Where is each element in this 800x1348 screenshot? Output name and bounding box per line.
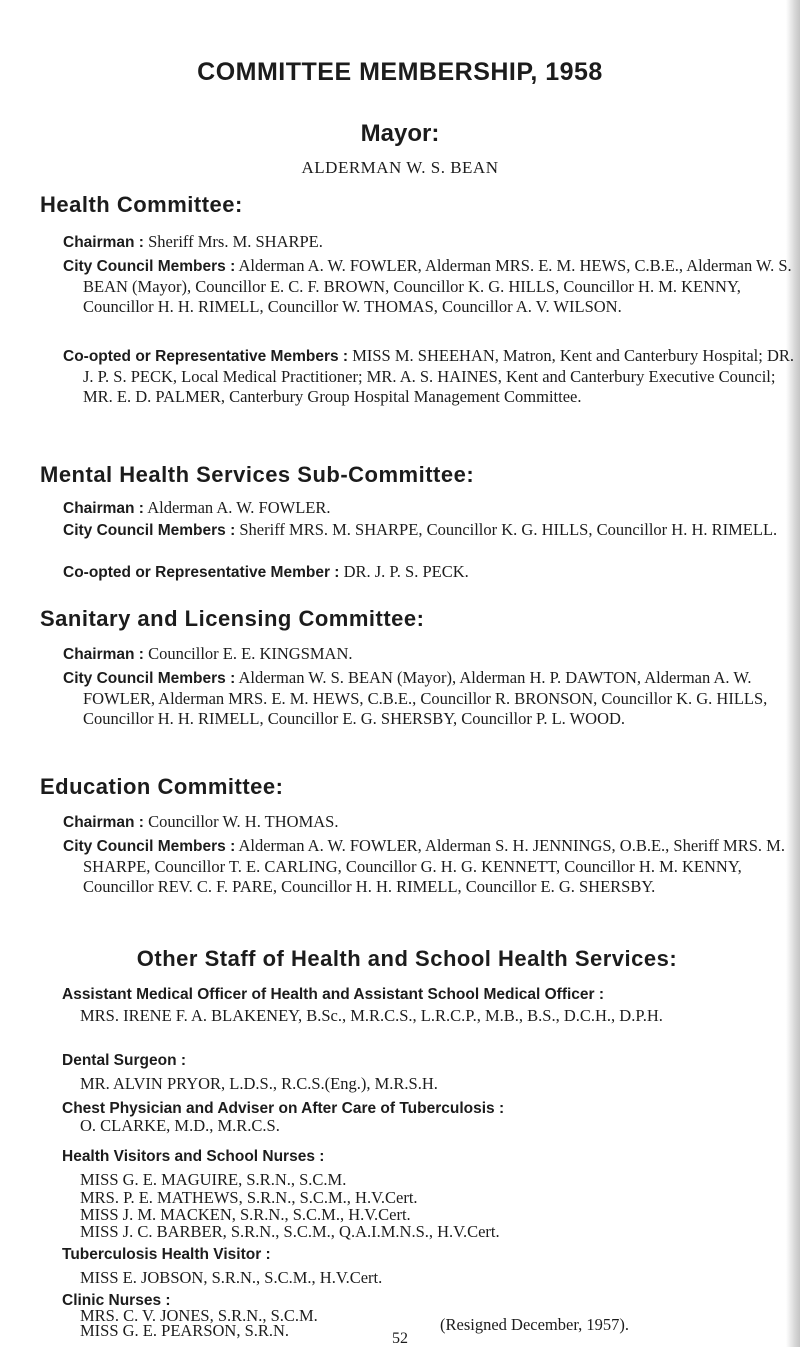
education-members-value: Alderman A. W. FOWLER, Alderman S. H. JENNINGS, O.B.E., Sheriff MRS. M. SHARPE, Councillor T. E. CARLING, Councillor G. H. G. KENNETT, Councillor H. M. KENNY, Councillor REV. C. F. PARE, Councillor H. H. RIMELL, Councillor E. G. SHERSBY. — [83, 836, 785, 896]
health-members-value: Alderman A. W. FOWLER, Alderman MRS. E. M. HEWS, C.B.E., Alderman W. S. BEAN (Mayor), Councillor E. C. F. BROWN, Councillor K. G. HILLS, Councillor H. M. KENNY, Councillor H. H. RIMELL, Councillor W. THOMAS, Councillor A. V. WILSON. — [83, 256, 792, 316]
tb-label: Tuberculosis Health Visitor : — [62, 1246, 271, 1263]
mental-members-label: City Council Members : — [63, 522, 236, 539]
health-coopted — [63, 346, 798, 407]
sanitary-members-value: Alderman W. S. BEAN (Mayor), Alderman H. P. DAWTON, Alderman A. W. FOWLER, Alderman MRS. E. M. HEWS, C.B.E., Councillor R. BRONSON, Councillor K. G. HILLS, Councillor H. H. RIMELL, Councillor E. G. SHERSBY, Councillor P. L. WOOD. — [83, 668, 768, 728]
mental-chairman — [63, 498, 798, 519]
health-coopted-value: MISS M. SHEEHAN, Matron, Kent and Canterbury Hospital; DR. J. P. S. PECK, Local Medical Practitioner; MR. A. S. HAINES, Kent and Canterbury Executive Council; MR. E. D. PALMER, Canterbury Group Hospital Management Committee. — [83, 346, 795, 406]
chest-label: Chest Physician and Adviser on After Care of Tuberculosis : — [62, 1100, 505, 1117]
health-coopted-label: Co-opted or Representative Members : — [63, 348, 349, 365]
dental-value: MR. ALVIN PRYOR, L.D.S., R.C.S.(Eng.), M.R.S.H. — [80, 1074, 438, 1093]
mayor-name: ALDERMAN W. S. BEAN — [301, 158, 499, 177]
health-members-label: City Council Members : — [63, 258, 236, 275]
education-chairman — [63, 812, 798, 833]
page-title: COMMITTEE MEMBERSHIP, 1958 — [197, 58, 603, 86]
amo-value: MRS. IRENE F. A. BLAKENEY, B.Sc., M.R.C.S., L.R.C.P., M.B., B.S., D.C.H., D.P.H. — [80, 1006, 663, 1025]
sanitary-members — [63, 668, 798, 729]
sanitary-members-label: City Council Members : — [63, 670, 236, 687]
mental-coopted-label: Co-opted or Representative Member : — [63, 564, 340, 581]
mental-health-heading: Mental Health Services Sub-Committee: — [40, 462, 475, 487]
visitors-label: Health Visitors and School Nurses : — [62, 1148, 325, 1165]
education-members-label: City Council Members : — [63, 838, 236, 855]
other-staff-heading: Other Staff of Health and School Health Services: — [136, 946, 678, 971]
education-chairman-value: Councillor W. H. THOMAS. — [148, 812, 339, 831]
clinic-label: Clinic Nurses : — [62, 1292, 171, 1309]
amo-label: Assistant Medical Officer of Health and Assistant School Medical Officer : — [62, 986, 605, 1003]
clinic-nurse: MRS. C. V. JONES, S.R.N., S.C.M. — [80, 1306, 318, 1325]
mental-coopted — [63, 562, 798, 583]
health-chairman-label: Chairman : — [63, 234, 144, 251]
clinic-note: (Resigned December, 1957). — [440, 1315, 630, 1334]
visitor-item: MISS J. C. BARBER, S.R.N., S.C.M., Q.A.I.M.N.S., H.V.Cert. — [80, 1222, 500, 1241]
mental-chairman-label: Chairman : — [63, 500, 144, 517]
health-chairman-value: Sheriff Mrs. M. SHARPE. — [148, 232, 323, 251]
chest-value: O. CLARKE, M.D., M.R.C.S. — [80, 1116, 280, 1135]
mental-chairman-value: Alderman A. W. FOWLER. — [147, 498, 331, 517]
education-chairman-label: Chairman : — [63, 814, 144, 831]
visitor-item: MRS. P. E. MATHEWS, S.R.N., S.C.M., H.V.Cert. — [80, 1188, 418, 1207]
visitor-item: MISS J. M. MACKEN, S.R.N., S.C.M., H.V.Cert. — [80, 1205, 411, 1224]
mental-members-value: Sheriff MRS. M. SHARPE, Councillor K. G. HILLS, Councillor H. H. RIMELL. — [239, 520, 778, 539]
page-number: 52 — [392, 1330, 408, 1347]
clinic-nurse: MISS G. E. PEARSON, S.R.N. — [80, 1321, 290, 1340]
mental-members — [63, 520, 798, 541]
sanitary-chairman-label: Chairman : — [63, 646, 144, 663]
health-chairman — [63, 232, 798, 253]
sanitary-heading: Sanitary and Licensing Committee: — [40, 606, 425, 631]
visitor-item: MISS G. E. MAGUIRE, S.R.N., S.C.M. — [80, 1170, 347, 1189]
health-committee-heading: Health Committee: — [40, 192, 243, 217]
sanitary-chairman — [63, 644, 798, 665]
health-members — [63, 256, 798, 317]
sanitary-chairman-value: Councillor E. E. KINGSMAN. — [148, 644, 353, 663]
mayor-heading: Mayor: — [360, 120, 440, 147]
education-members — [63, 836, 798, 897]
tb-value: MISS E. JOBSON, S.R.N., S.C.M., H.V.Cert. — [80, 1268, 383, 1287]
dental-label: Dental Surgeon : — [62, 1052, 187, 1069]
education-heading: Education Committee: — [40, 774, 284, 799]
mental-coopted-value: DR. J. P. S. PECK. — [343, 562, 469, 581]
